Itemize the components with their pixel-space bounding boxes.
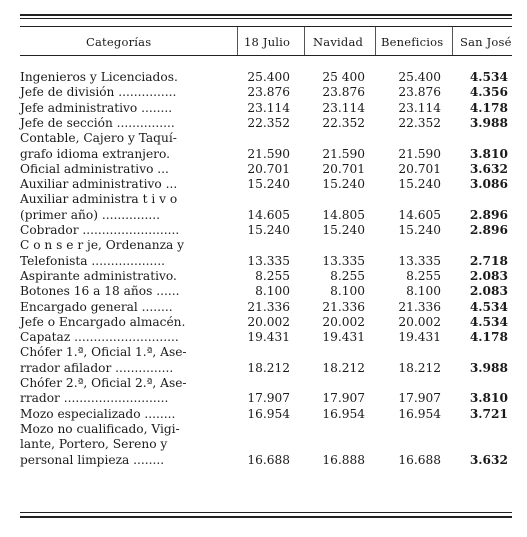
value-cell: 18.212 [247, 360, 290, 375]
category-label: Auxiliar administrativo ... [20, 177, 178, 192]
category-label: Jefe de sección ............... [20, 115, 175, 130]
value-cell: 14.605 [398, 207, 441, 222]
header-18-julio: 18 Julio [244, 35, 291, 49]
value-cell: 17.907 [247, 391, 290, 406]
category-label: personal limpieza ........ [20, 452, 165, 467]
value-cell: 22.352 [322, 115, 365, 130]
value-cell: 20.701 [247, 161, 290, 176]
value-cell: 22.352 [398, 115, 441, 130]
value-cell: 15.240 [247, 177, 290, 192]
header-beneficios: Beneficios [381, 35, 444, 49]
value-cell: 3.988 [469, 360, 508, 375]
value-cell: 3.632 [469, 452, 508, 467]
value-cell: 3.988 [469, 115, 508, 130]
category-label: Auxiliar administra t i v o [20, 192, 178, 207]
value-cell: 4.534 [469, 70, 508, 84]
value-cell: 4.534 [469, 299, 508, 314]
value-cell: 17.907 [322, 391, 365, 406]
value-cell: 3.632 [469, 161, 508, 176]
value-cell: 23.876 [398, 85, 441, 100]
value-cell: 4.534 [469, 314, 508, 329]
value-cell: 16.688 [398, 452, 441, 467]
value-cell: 3.810 [469, 146, 508, 161]
value-cell: 16.954 [398, 406, 441, 421]
category-label: Botones 16 a 18 años ...... [20, 284, 180, 299]
value-cell: 13.335 [322, 253, 365, 268]
bottom-rule-thick [20, 516, 512, 518]
value-cell: 3.086 [469, 177, 508, 192]
value-cell: 15.240 [247, 223, 290, 237]
value-cell: 16.954 [247, 406, 290, 421]
category-label: C o n s e r je, Ordenanza y [20, 238, 185, 253]
category-label: Oficial administrativo ... [20, 161, 169, 176]
value-cell: 19.431 [398, 330, 441, 345]
value-cell: 13.335 [398, 253, 441, 268]
category-label: Chófer 1.ª, Oficial 1.ª, Ase- [20, 345, 187, 360]
value-cell: 23.114 [247, 100, 290, 115]
value-cell: 2.083 [469, 268, 508, 283]
value-cell: 15.240 [398, 223, 441, 237]
value-cell: 3.721 [469, 406, 508, 421]
value-cell: 2.896 [469, 207, 508, 222]
value-cell: 8.255 [255, 268, 290, 283]
value-cell: 16.688 [247, 452, 290, 467]
value-cell: 20.002 [247, 314, 290, 329]
value-cell: 25.400 [398, 70, 441, 84]
value-cell: 21.336 [322, 299, 365, 314]
value-cell: 17.907 [398, 391, 441, 406]
value-cell: 19.431 [247, 330, 290, 345]
category-label: Ingenieros y Licenciados. [20, 70, 178, 84]
value-cell: 20.701 [398, 161, 441, 176]
category-label: Jefe o Encargado almacén. [20, 314, 186, 329]
category-label: Mozo no cualificado, Vigi- [20, 421, 180, 436]
value-cell: 14.805 [322, 207, 365, 222]
value-cell: 20.002 [398, 314, 441, 329]
value-cell: 8.100 [330, 284, 365, 299]
bottom-rule-thin [20, 512, 512, 513]
value-cell: 2.896 [469, 223, 508, 237]
value-cell: 25.400 [247, 70, 290, 84]
value-cell: 4.178 [469, 100, 508, 115]
value-cell: 16.888 [322, 452, 365, 467]
category-label: Mozo especializado ........ [20, 406, 176, 421]
value-cell: 13.335 [247, 253, 290, 268]
value-cell: 23.114 [322, 100, 365, 115]
category-label: Contable, Cajero y Taquí- [20, 131, 177, 146]
value-cell: 8.255 [406, 268, 441, 283]
category-label: Telefonista ................... [20, 253, 165, 268]
value-cell: 19.431 [322, 330, 365, 345]
category-label: Jefe de división ............... [20, 85, 177, 100]
value-cell: 14.605 [247, 207, 290, 222]
value-cell: 15.240 [322, 223, 365, 237]
category-label: Aspirante administrativo. [20, 268, 177, 283]
category-label: Encargado general ........ [20, 299, 173, 314]
value-cell: 15.240 [398, 177, 441, 192]
value-cell: 15.240 [322, 177, 365, 192]
category-label: Chófer 2.ª, Oficial 2.ª, Ase- [20, 376, 187, 390]
value-cell: 4.178 [469, 330, 508, 345]
category-label: (primer año) ............... [20, 207, 160, 222]
value-cell: 21.590 [247, 146, 290, 161]
category-label: Capataz ........................... [20, 330, 179, 345]
value-cell: 8.100 [406, 284, 441, 299]
value-cell: 4.356 [469, 85, 508, 100]
value-cell: 23.114 [398, 100, 441, 115]
value-cell: 2.718 [469, 253, 508, 268]
value-cell: 8.100 [255, 284, 290, 299]
value-cell: 21.336 [398, 299, 441, 314]
header-san-jose: San José [460, 35, 512, 49]
value-cell: 21.336 [247, 299, 290, 314]
value-cell: 21.590 [398, 146, 441, 161]
category-label: rrador ........................... [20, 391, 169, 406]
value-cell: 18.212 [322, 360, 365, 375]
value-cell: 23.876 [322, 85, 365, 100]
header-navidad: Navidad [313, 35, 364, 49]
value-cell: 23.876 [247, 85, 290, 100]
category-label: Jefe administrativo ........ [20, 100, 173, 115]
value-cell: 22.352 [247, 115, 290, 130]
value-cell: 18.212 [398, 360, 441, 375]
value-cell: 8.255 [330, 268, 365, 283]
value-cell: 21.590 [322, 146, 365, 161]
category-label: Cobrador ......................... [20, 223, 180, 237]
value-cell: 2.083 [469, 284, 508, 299]
value-cell: 25 400 [322, 70, 365, 84]
value-cell: 3.810 [469, 391, 508, 406]
header-categorias: Categorías [86, 35, 152, 49]
category-label: grafo idioma extranjero. [20, 146, 170, 161]
category-label: lante, Portero, Sereno y [20, 437, 168, 452]
value-cell: 20.002 [322, 314, 365, 329]
value-cell: 20.701 [322, 161, 365, 176]
category-label: rrador afilador ............... [20, 360, 174, 375]
value-cell: 16.954 [322, 406, 365, 421]
